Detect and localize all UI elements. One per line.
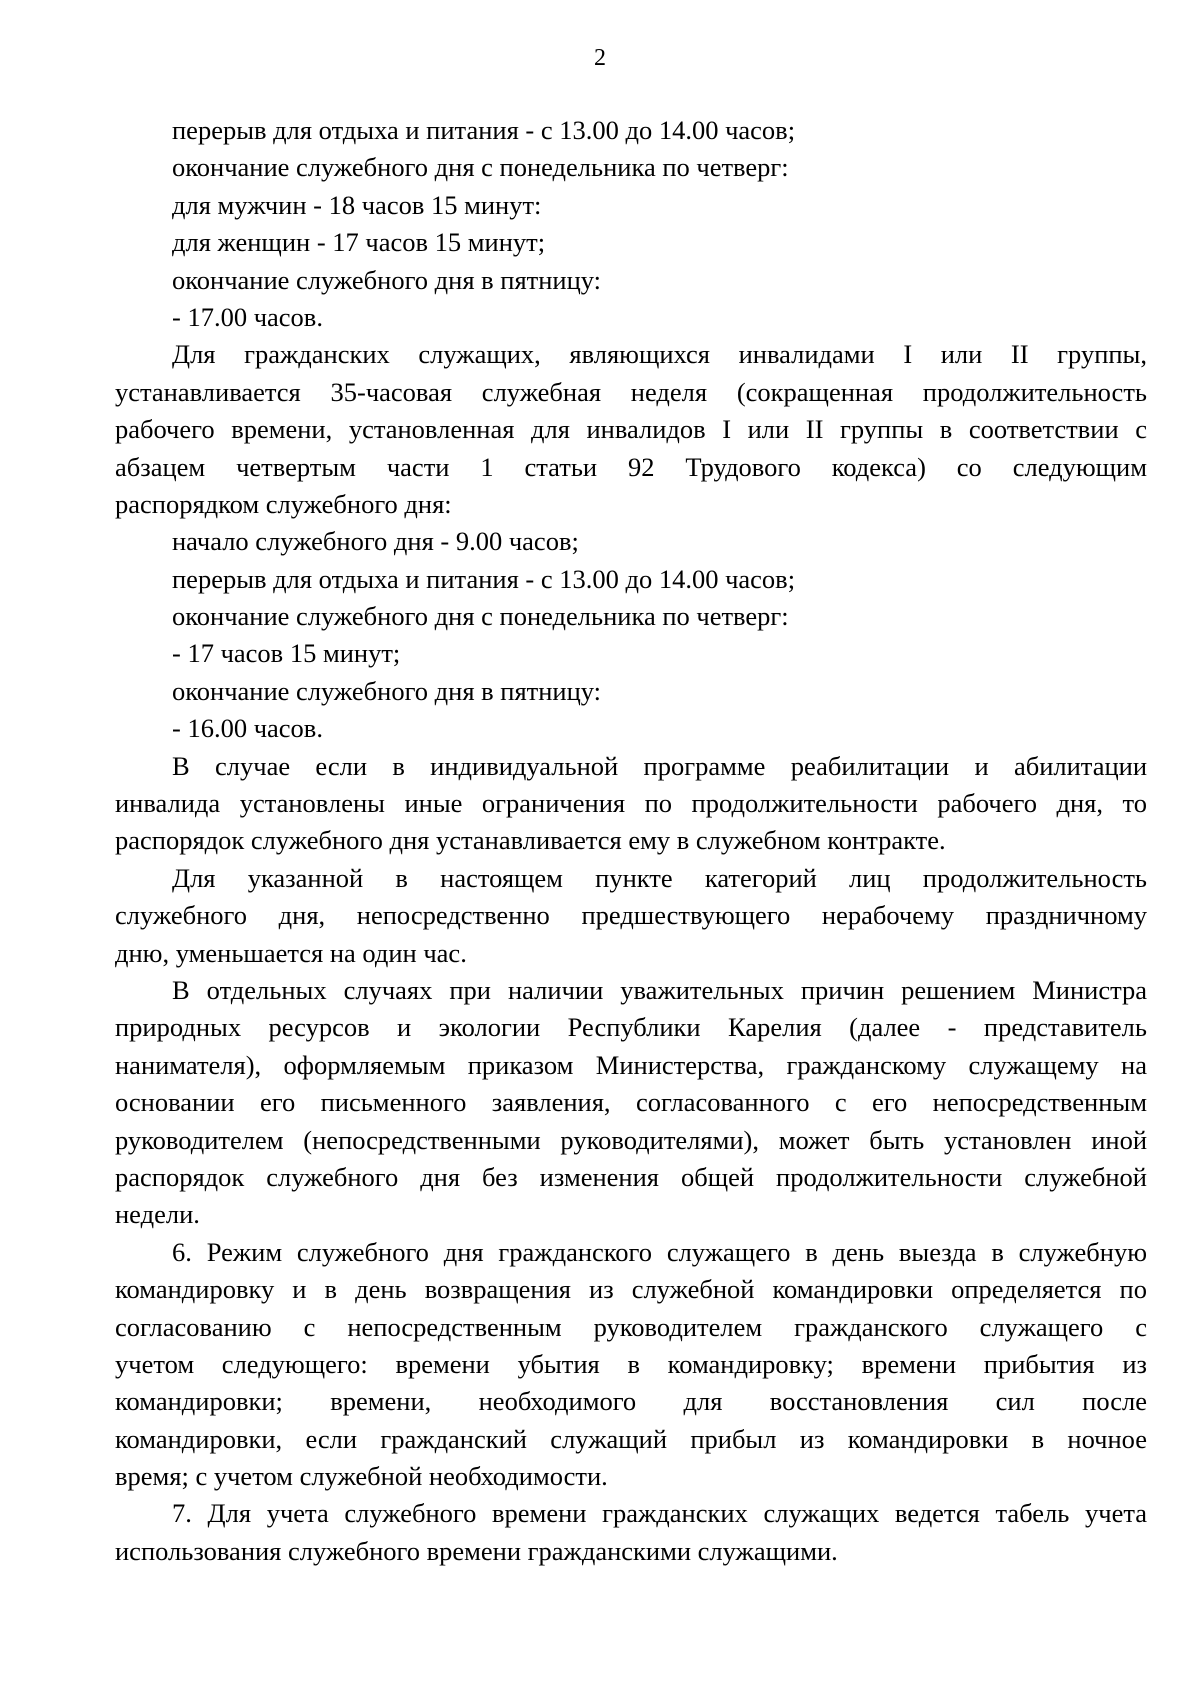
- text-line: перерыв для отдыха и питания - с 13.00 до 14.00 часов;: [172, 563, 796, 594]
- text-line: окончание служебного дня в пятницу:: [172, 264, 602, 295]
- text-line: дню, уменьшается на один час.: [115, 937, 467, 968]
- text-line: В случае если в индивидуальной программе реабилитации и абилитации: [172, 750, 1147, 781]
- text-line: 6. Режим служебного дня гражданского служащего в день выезда в служебную: [172, 1236, 1147, 1267]
- text-line: для женщин - 17 часов 15 минут;: [172, 227, 546, 258]
- text-line: руководителем (непосредственными руководителями), может быть установлен иной: [115, 1124, 1147, 1155]
- text-line: - 17.00 часов.: [172, 301, 323, 332]
- page-number: 2: [594, 45, 606, 71]
- text-line: 7. Для учета служебного времени гражданских служащих ведется табель учета: [172, 1498, 1147, 1529]
- text-line: окончание служебного дня с понедельника по четверг:: [172, 152, 789, 183]
- text-line: командировки, если гражданский служащий прибыл из командировки в ночное: [115, 1423, 1147, 1454]
- text-line: время; с учетом служебной необходимости.: [115, 1461, 608, 1492]
- text-line: - 17 часов 15 минут;: [172, 638, 401, 669]
- text-line: учетом следующего: времени убытия в командировку; времени прибытия из: [115, 1348, 1147, 1379]
- text-line: распорядок служебного дня устанавливается ему в служебном контракте.: [115, 825, 946, 856]
- text-line: основании его письменного заявления, согласованного с его непосредственным: [115, 1087, 1147, 1118]
- document-body: [115, 112, 1147, 1570]
- text-line: командировки; времени, необходимого для восстановления сил после: [115, 1386, 1147, 1417]
- text-line: природных ресурсов и экологии Республики Карелия (далее - представитель: [115, 1012, 1147, 1043]
- text-line: В отдельных случаях при наличии уважительных причин решением Министра: [172, 974, 1147, 1005]
- text-line: для мужчин - 18 часов 15 минут:: [172, 189, 542, 220]
- text-line: согласованию с непосредственным руководителем гражданского служащего с: [115, 1311, 1147, 1342]
- text-line: Для указанной в настоящем пункте категорий лиц продолжительность: [172, 862, 1147, 893]
- text-line: устанавливается 35-часовая служебная неделя (сокращенная продолжительность: [115, 376, 1147, 407]
- text-line: нанимателя), оформляемым приказом Министерства, гражданскому служащему на: [115, 1049, 1147, 1080]
- text-line: абзацем четвертым части 1 статьи 92 Трудового кодекса) со следующим: [115, 451, 1147, 482]
- text-line: командировку и в день возвращения из служебной командировки определяется по: [115, 1274, 1147, 1305]
- text-line: инвалида установлены иные ограничения по продолжительности рабочего дня, то: [115, 788, 1147, 819]
- text-line: использования служебного времени гражданскими служащими.: [115, 1535, 838, 1566]
- text-line: недели.: [115, 1199, 200, 1230]
- text-line: распорядком служебного дня:: [115, 488, 452, 519]
- text-line: начало служебного дня - 9.00 часов;: [172, 526, 579, 557]
- text-line: - 16.00 часов.: [172, 713, 323, 744]
- text-line: служебного дня, непосредственно предшествующего нерабочему праздничному: [115, 900, 1147, 931]
- text-line: рабочего времени, установленная для инвалидов I или II группы в соответствии с: [115, 414, 1147, 445]
- text-line: распорядок служебного дня без изменения общей продолжительности служебной: [115, 1161, 1147, 1192]
- text-line: перерыв для отдыха и питания - с 13.00 до 14.00 часов;: [172, 115, 796, 145]
- text-line: окончание служебного дня в пятницу:: [172, 675, 602, 706]
- text-line: Для гражданских служащих, являющихся инвалидами I или II группы,: [172, 339, 1147, 370]
- text-line: окончание служебного дня с понедельника по четверг:: [172, 601, 789, 632]
